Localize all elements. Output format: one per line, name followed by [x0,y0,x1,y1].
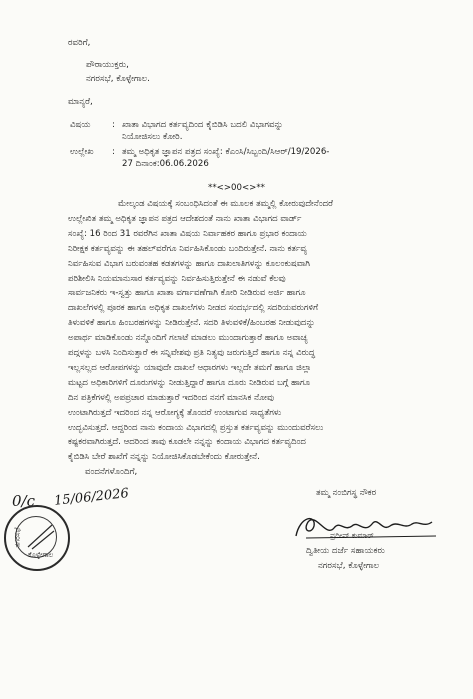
closing: ವಂದನೆಗಳೊಂದಿಗೆ, [85,467,138,477]
body-line: ಉಲ್ಲೇಖಿತ ತಮ್ಮ ಅಧಿಕೃತ ಜ್ಞಾಪನ ಪತ್ರದ ಆದೇಶದಂತೆ ನಾನು ಖಾತಾ ವಿಭಾಗದ ವಾರ್ಡ್ [68,213,302,224]
addressee-line-2: ಪೌರಾಯುಕ್ತರು, [86,60,129,70]
addressee-line-1: ರವರಿಗೆ, [68,38,91,48]
stamp-scribble [26,521,56,551]
reference-label: ಉಲ್ಲೇಖ [70,147,94,157]
body-line: ಸಂಖ್ಯೆ: 16 ರಿಂದ 31 ರವರೆಗಿನ ಖಾತಾ ವಿಷಯ ನಿರ್ವಾಹಕರ ಹಾಗೂ ಪ್ರಭಾರ ಕಂದಾಯ [68,228,307,239]
stamp-text-2: ಕೊಳ್ಳೇಗಾಲ [28,551,54,559]
body-line: ಕೈಬಿಡಿಸಿ ಬೇರೆ ಶಾಖೆಗೆ ನನ್ನನ್ನು ನಿಯೋಜಿಸಿಕೊಡಬೇಕೆಂದು ಕೋರುತ್ತೇನೆ. [68,452,260,463]
body-line: ದಿನ ಪತ್ರಿಕೆಗಳಲ್ಲಿ ಅಪಪ್ರಚಾರ ಮಾಡುತ್ತಾರೆ ಇದರಿಂದ ನನಗೆ ಮಾನಸಿಕ ನೋವು [68,392,274,403]
addressee-line-3: ನಗರಸಭೆ, ಕೊಳ್ಳೇಗಾಲ. [86,74,150,84]
body-line: ನಿರೀಕ್ಷಕ ಕರ್ತವ್ಯವನ್ನು ಈ ತಹಲ್‌ವರೆಗೂ ನಿರ್ವಹಿಸಿಕೊಂಡು ಬಂದಿರುತ್ತೇನೆ. ನಾನು ಕರ್ತವ್ಯ [68,243,307,254]
body-line: ಉದ್ಭವಿಸುತ್ತದೆ. ಆದ್ದರಿಂದ ನಾನು ಕಂದಾಯ ವಿಭಾಗದಲ್ಲಿ ಪ್ರಸ್ತುತ ಕರ್ತವ್ಯವನ್ನು ಮುಂದುವರೆಸಲು [68,422,324,433]
body-line: ಅಪಾರ್ಥ ಮಾಡಿಕೊಂಡು ನನ್ನೊಂದಿಗೆ ಗಲಾಟೆ ಮಾಡಲು ಮುಂದಾಗುತ್ತಾರೆ ಹಾಗೂ ಅವಾಚ್ಯ [68,333,308,344]
handwritten-margin-note: 0/c [12,492,35,510]
reference-line-2: 27 ದಿನಾಂಕ:06.06.2026 [122,159,209,169]
reference-line-1: ತಮ್ಮ ಅಧಿಕೃತ ಜ್ಞಾಪನ ಪತ್ರದ ಸಂಖ್ಯೆ: ಕೆಎಂಸಿ/ಸಿಬ್ಬಂದಿ/ಸಿಆರ್/19/2026- [122,147,330,157]
signature-name: ಪ್ರದೀಪ್ ಕುಮಾರ್ [330,531,374,540]
body-line: ಇಲ್ಲಸಲ್ಲದ ಆರೋಪಗಳನ್ನು ಯಾವುದೇ ದಾಖಲೆ ಆಧಾರಗಳು ಇಲ್ಲದೇ ತಮಗೆ ಹಾಗೂ ಜಿಲ್ಲಾ [68,362,312,373]
body-line: ಪರಿಶೀಲಿಸಿ ನಿಯಮಾನುಸಾರ ಕರ್ತವ್ಯವನ್ನು ನಿರ್ವಹಿಸುತ್ತಿರುತ್ತೇನೆ ಈ ನಡುವೆ ಕೆಲವು [68,273,286,284]
stamp-text-1: ನಗರಸಭೆ [13,527,22,548]
office: ನಗರಸಭೆ, ಕೊಳ್ಳೇಗಾಲ [318,561,380,571]
subject-line-1: ಖಾತಾ ವಿಭಾಗದ ಕರ್ತವ್ಯದಿಂದ ಕೈಬಿಡಿಸಿ ಬದಲಿ ವಿಭಾಗವನ್ನು [122,120,284,130]
salutation: ಮಾನ್ಯರೆ, [68,97,93,107]
body-line: ಮಟ್ಟದ ಅಧಿಕಾರಿಗಳಿಗೆ ದೂರುಗಳನ್ನು ನೀಡುತ್ತಿದ್ದಾರೆ ಹಾಗೂ ದೂರು ನೀಡಿರುವ ಬಗ್ಗೆ ಹಾಗೂ [68,377,311,388]
body-line: ಪದ್ಗಳನ್ನು ಬಳಸಿ ನಿಂದಿಸುತ್ತಾರೆ ಈ ಸನ್ನಿವೇಶವು ಪ್ರತಿ ನಿತ್ಯವು ಜರುಗುತ್ತಿದೆ ಹಾಗೂ ನನ್ನ ವಿರುದ್ಧ [68,348,316,358]
body-line: ದಾಖಲೆಗಳಲ್ಲಿ ಪೂರಕ ಹಾಗೂ ಅಧಿಕೃತ ದಾಖಲೆಗಳು ನೀಡದ ಸಂದರ್ಭದಲ್ಲಿ ಸದರಿಯವರುಗಳಿಗೆ [68,303,319,314]
body-line: ಉಂಟಾಗಿರುತ್ತದೆ ಇದರಿಂದ ನನ್ನ ಆರೋಗ್ಯಕ್ಕೆ ತೊಂದರೆ ಉಂಟಾಗುವ ಸಾಧ್ಯತೆಗಳು [68,407,282,418]
signature-mark [286,508,446,548]
body-line: ಕಷ್ಟಕರವಾಗಿರುತ್ತದೆ. ಆದರಿಂದ ತಾವು ಕೂಡಲೇ ನನ್ನನ್ನು ಕಂದಾಯ ವಿಭಾಗದ ಕರ್ತವ್ಯದಿಂದ [68,437,306,448]
office-stamp [4,505,70,571]
reference-block: ಉಲ್ಲೇಖ : ತಮ್ಮ ಅಧಿಕೃತ ಜ್ಞಾಪನ ಪತ್ರದ ಸಂಖ್ಯೆ: ಕೆಎಂಸಿ/ಸಿಬ್ಬಂದಿ/ಸಿಆರ್/19/2026- 27 ದಿನಾಂಕ:06.06.2026 [70,147,330,169]
subject-line-2: ನಿಯೋಜಿಸಲು ಕೋರಿ. [122,132,183,142]
signoff: ತಮ್ಮ ನಂಬಿಗಸ್ಥ ನೌಕರ [316,488,377,498]
section-divider: **<>00<>** [208,183,265,193]
handwritten-date: 15/06/2026 [53,486,130,509]
body-line: ಸಾರ್ವಜನಿಕರು ಇ-ಸ್ವತ್ತು ಹಾಗೂ ಖಾತಾ ವರ್ಗಾವಣೆಗಾಗಿ ಕೋರಿ ನೀಡಿರುವ ಅರ್ಜಿ ಹಾಗೂ [68,288,306,299]
body-line: ನಿರ್ವಹಿಸುವ ವಿಭಾಗ ಬರುವಂತಹ ಕಡತಗಳನ್ನು ಹಾಗೂ ದಾಖಲಾತಿಗಳನ್ನು ಕೂಲಂಕುಷವಾಗಿ [68,258,310,269]
subject-block: ವಿಷಯ : ಖಾತಾ ವಿಭಾಗದ ಕರ್ತವ್ಯದಿಂದ ಕೈಬಿಡಿಸಿ ಬದಲಿ ವಿಭಾಗವನ್ನು ನಿಯೋಜಿಸಲು ಕೋರಿ. [70,120,284,142]
body-line: ತಿಳುವಳಿಕೆ ಹಾಗೂ ಹಿಂಬರಹಗಳನ್ನು ನೀಡಿರುತ್ತೇನೆ. ಸದರಿ ತಿಳುವಳಿಕೆ/ಹಿಂಬರಹ ನೀಡುವುದನ್ನು [68,318,316,329]
body-line: ಮೇಲ್ಕಂಡ ವಿಷಯಕ್ಕೆ ಸಂಬಂಧಿಸಿದಂತೆ ಈ ಮೂಲಕ ತಮ್ಮಲ್ಲಿ ಕೋರುವುದೇನೆಂದರೆ [118,199,333,209]
subject-label: ವಿಷಯ [70,120,91,130]
designation: ದ್ವಿತೀಯ ದರ್ಜೆ ಸಹಾಯಕರು [306,546,385,556]
